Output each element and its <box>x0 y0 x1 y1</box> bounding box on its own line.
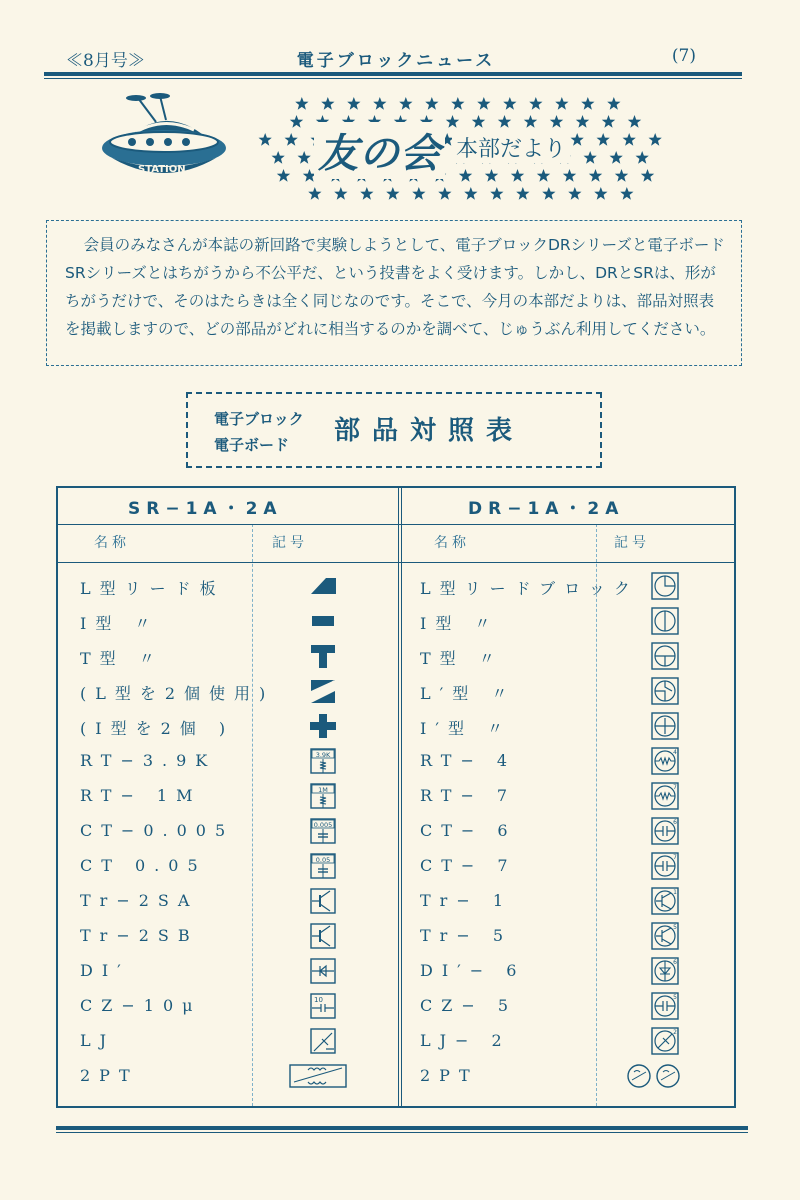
table-row <box>58 640 734 675</box>
svg-text:7: 7 <box>673 854 677 861</box>
header-line <box>58 524 734 525</box>
star-icon <box>511 169 524 182</box>
resistor-icon <box>308 747 338 775</box>
star-icon <box>563 169 576 182</box>
l-plate-icon <box>308 572 338 600</box>
star-icon <box>610 151 623 164</box>
star-icon <box>446 115 459 128</box>
star-icon <box>464 187 477 200</box>
left-part-name: L型リード板 <box>80 579 225 598</box>
right-part-name: RT− 7 <box>420 786 517 805</box>
star-icon <box>259 133 272 146</box>
left-part-name: 2PT <box>80 1066 139 1085</box>
banner-title: 友の会 <box>314 122 445 179</box>
star-icon <box>321 97 334 110</box>
table-row <box>58 605 734 640</box>
star-icon <box>615 169 628 182</box>
double-l-icon <box>308 677 338 705</box>
right-part-name: I型 〃 <box>420 614 500 633</box>
resistor-block-icon <box>650 782 680 810</box>
table-title-box <box>186 392 602 468</box>
notice-box <box>46 220 742 366</box>
star-icon <box>649 133 662 146</box>
star-icon <box>438 187 451 200</box>
svg-text:10: 10 <box>314 996 323 1004</box>
svg-text:6: 6 <box>673 819 677 826</box>
page-number: (7) <box>671 46 696 66</box>
left-part-name: RT−3.9K <box>80 751 217 770</box>
left-part-name: RT− 1M <box>80 786 202 805</box>
jack-block-icon <box>650 1027 680 1055</box>
star-icon <box>571 133 584 146</box>
parts-comparison-table <box>56 486 736 1108</box>
capacitor-block-icon <box>650 817 680 845</box>
svg-text:0.05: 0.05 <box>315 856 331 864</box>
electrolytic-icon <box>308 992 338 1020</box>
t-block-icon <box>650 642 680 670</box>
table-row <box>58 710 734 745</box>
left-part-name: CT−0.005 <box>80 821 235 840</box>
l-prime-block-icon <box>650 677 680 705</box>
right-part-name: Tr− 1 <box>420 891 512 910</box>
right-part-name: DI′− 6 <box>420 961 526 980</box>
right-part-name: CT− 6 <box>420 821 517 840</box>
right-part-name: Tr− 5 <box>420 926 512 945</box>
svg-text:1: 1 <box>673 889 677 896</box>
left-part-name: Tr−2SA <box>80 891 199 910</box>
left-name-header: 名称 <box>94 535 130 551</box>
star-icon <box>412 187 425 200</box>
right-part-name: 2PT <box>420 1066 479 1085</box>
star-icon <box>373 97 386 110</box>
star-icon <box>477 97 490 110</box>
l-block-icon <box>650 572 680 600</box>
star-icon <box>641 169 654 182</box>
header-rule <box>44 72 742 76</box>
notice-text: 会員のみなさんが本誌の新回路で実験しようとして、電子ブロックDRシリーズと電子ボードSRシリーズとはちがうから不公平だ、という投書をよく受けます。しかし、DRとSRは、形がちがうだけで、そのはたらきは全く同じなのです。そこで、今月の本部だよりは、部品対照表を掲載しますので、どの部品がどれに相当するのかを調べて、じゅうぶん利用してください。 <box>65 236 725 338</box>
left-part-name: T型 〃 <box>80 649 164 668</box>
right-name-header: 名称 <box>434 535 470 551</box>
right-column-header: DR−1A・2A <box>468 499 625 519</box>
i-prime-block-icon <box>650 712 680 740</box>
table-row <box>58 1025 734 1060</box>
star-icon <box>386 187 399 200</box>
jack-icon <box>308 1027 338 1055</box>
star-icon <box>623 133 636 146</box>
star-icon <box>295 97 308 110</box>
star-icon <box>607 97 620 110</box>
table-row <box>58 920 734 955</box>
svg-text:7: 7 <box>673 784 677 791</box>
right-part-name: L′型 〃 <box>420 684 517 703</box>
star-icon <box>451 97 464 110</box>
resistor-block-icon <box>650 747 680 775</box>
ufo-illustration <box>98 92 228 192</box>
star-icon <box>490 187 503 200</box>
star-icon <box>360 187 373 200</box>
transistor-icon <box>308 922 338 950</box>
star-icon <box>636 151 649 164</box>
right-part-name: RT− 4 <box>420 751 517 770</box>
table-row <box>58 745 734 780</box>
footer-rule <box>56 1126 748 1130</box>
star-icon <box>568 187 581 200</box>
svg-text:0.005: 0.005 <box>313 821 333 829</box>
banner-subtitle: 本部だより <box>452 132 570 163</box>
table-row <box>58 780 734 815</box>
left-symbol-header: 記号 <box>272 535 308 551</box>
star-icon <box>334 187 347 200</box>
svg-text:5: 5 <box>673 924 677 931</box>
svg-text:5: 5 <box>673 994 677 1001</box>
table-title-line2: 電子ボード <box>214 436 290 454</box>
left-column-header: SR−1A・2A <box>128 499 283 519</box>
star-icon <box>628 115 641 128</box>
star-icon <box>498 115 511 128</box>
left-part-name: I型 〃 <box>80 614 160 633</box>
star-icon <box>347 97 360 110</box>
table-row <box>58 850 734 885</box>
transistor-block-icon <box>650 922 680 950</box>
t-plate-icon <box>308 642 338 670</box>
star-icon <box>425 97 438 110</box>
svg-text:6: 6 <box>673 959 677 966</box>
star-icon <box>602 115 615 128</box>
right-part-name: CT− 7 <box>420 856 517 875</box>
left-part-name: Tr−2SB <box>80 926 199 945</box>
left-part-name: CZ−10μ <box>80 996 202 1015</box>
svg-text:2: 2 <box>673 1029 677 1036</box>
table-row <box>58 1060 734 1095</box>
issue-label: ≪8月号≫ <box>66 51 145 71</box>
star-icon <box>503 97 516 110</box>
svg-text:1M: 1M <box>318 786 328 794</box>
transistor-icon <box>308 887 338 915</box>
star-icon <box>620 187 633 200</box>
right-part-name: T型 〃 <box>420 649 504 668</box>
i-plate-icon <box>308 607 338 635</box>
left-part-name: CT 0.05 <box>80 856 207 875</box>
star-icon <box>290 115 303 128</box>
star-icon <box>459 169 472 182</box>
capacitor-block-icon <box>650 852 680 880</box>
left-part-name: (L型を2個使用) <box>80 684 275 703</box>
left-part-name: DI′ <box>80 961 130 980</box>
ufo-label: STATION <box>138 164 186 175</box>
diode-block-icon <box>650 957 680 985</box>
left-part-name: (I型を2個 ) <box>80 719 235 738</box>
capacitor-icon <box>308 817 338 845</box>
star-icon <box>285 133 298 146</box>
table-row <box>58 990 734 1025</box>
footer-rule-thin <box>56 1132 748 1133</box>
star-icon <box>272 151 285 164</box>
transformer-icon <box>288 1062 318 1090</box>
table-row <box>58 955 734 990</box>
subheader-line <box>58 562 734 563</box>
star-icon <box>594 187 607 200</box>
table-title-main: 部品対照表 <box>334 416 525 446</box>
star-icon <box>576 115 589 128</box>
star-icon <box>399 97 412 110</box>
page-header <box>56 40 736 74</box>
right-part-name: LJ− 2 <box>420 1031 511 1050</box>
right-part-name: L型リードブロック <box>420 579 639 598</box>
star-icon <box>277 169 290 182</box>
star-icon <box>597 133 610 146</box>
star-icon <box>581 97 594 110</box>
cross-icon <box>308 712 338 740</box>
table-row <box>58 885 734 920</box>
star-icon <box>584 151 597 164</box>
table-row <box>58 570 734 605</box>
star-icon <box>542 187 555 200</box>
star-icon <box>472 115 485 128</box>
newsletter-title: 電子ブロックニュース <box>296 51 496 71</box>
star-icon <box>298 151 311 164</box>
header-rule-thin <box>44 78 742 79</box>
star-icon <box>550 115 563 128</box>
transistor-block-icon <box>650 887 680 915</box>
star-icon <box>529 97 542 110</box>
star-icon <box>485 169 498 182</box>
i-block-icon <box>650 607 680 635</box>
svg-text:4: 4 <box>673 749 677 756</box>
star-icon <box>537 169 550 182</box>
star-icon <box>524 115 537 128</box>
table-row <box>58 675 734 710</box>
right-symbol-header: 記号 <box>614 535 650 551</box>
transformer-block-icon <box>624 1062 654 1090</box>
star-icon <box>555 97 568 110</box>
star-icon <box>589 169 602 182</box>
star-icon <box>308 187 321 200</box>
svg-text:3.9K: 3.9K <box>315 751 331 759</box>
table-title-line1: 電子ブロック <box>214 410 304 428</box>
diode-icon <box>308 957 338 985</box>
right-part-name: CZ− 5 <box>420 996 518 1015</box>
table-row <box>58 815 734 850</box>
capacitor-icon <box>308 852 338 880</box>
right-part-name: I′型 〃 <box>420 719 513 738</box>
resistor-icon <box>308 782 338 810</box>
electrolytic-block-icon <box>650 992 680 1020</box>
star-icon <box>516 187 529 200</box>
left-part-name: LJ <box>80 1031 116 1050</box>
